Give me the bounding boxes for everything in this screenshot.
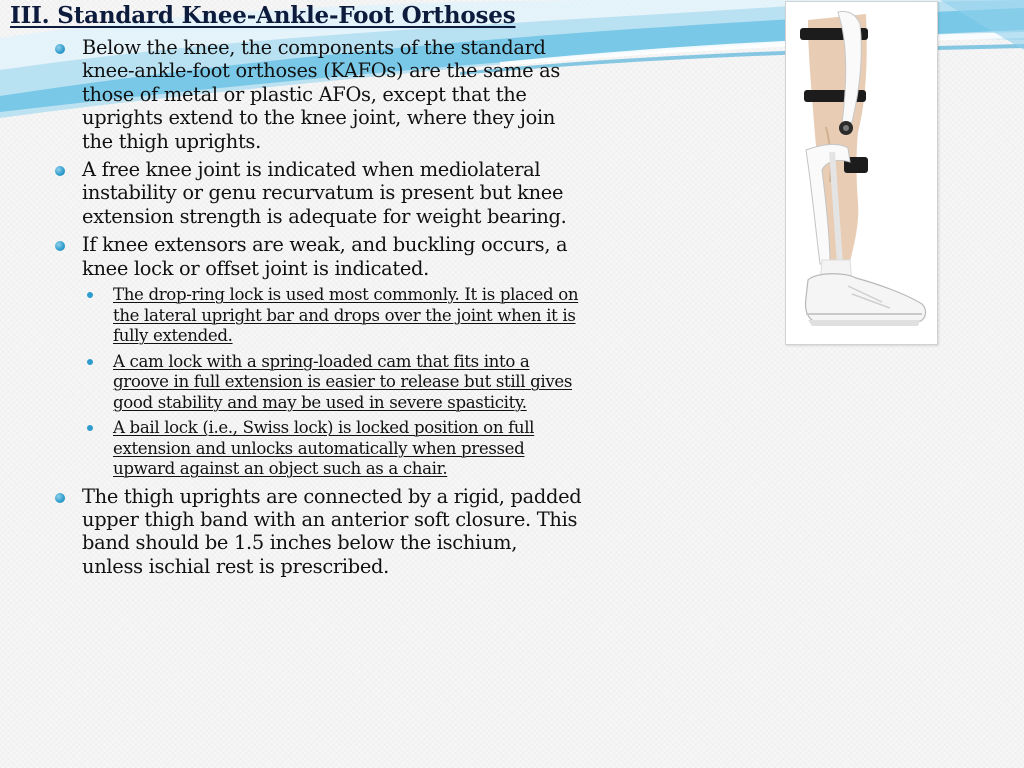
slide-title: III. Standard Knee-Ankle-Foot Orthoses bbox=[10, 2, 516, 29]
sub-bullet-drop-ring-lock: The drop-ring lock is used most commonly. It is placed on the lateral upright bar and drops over the joint when it is fully extended. bbox=[113, 285, 582, 347]
kafo-brace-illustration bbox=[786, 2, 937, 344]
sub-bullet-cam-lock: A cam lock with a spring-loaded cam that fits into a groove in full extension is easier to release but still gives good stability and may be used in severe spasticity. bbox=[113, 352, 582, 414]
bullet-free-knee-joint: A free knee joint is indicated when mediolateral instability or genu recurvatum is present but knee extension strength is adequate for weight bearing. bbox=[82, 158, 582, 228]
bullet-kafo-components: Below the knee, the components of the standard knee-ankle-foot orthoses (KAFOs) are the same as those of metal or plastic AFOs, except that the uprights extend to the knee joint, where they join the thigh uprights. bbox=[82, 36, 582, 153]
sub-bullet-bail-lock: A bail lock (i.e., Swiss lock) is locked position on full extension and unlocks automatically when pressed upward against an object such as a chair. bbox=[113, 418, 582, 480]
slide-body bbox=[82, 36, 582, 583]
bullet-knee-lock: If knee extensors are weak, and buckling occurs, a knee lock or offset joint is indicated. bbox=[82, 233, 582, 280]
bullet-thigh-uprights: The thigh uprights are connected by a rigid, padded upper thigh band with an anterior soft closure. This band should be 1.5 inches below the ischium, unless ischial rest is prescribed. bbox=[82, 484, 582, 578]
kafo-photo bbox=[785, 1, 938, 345]
